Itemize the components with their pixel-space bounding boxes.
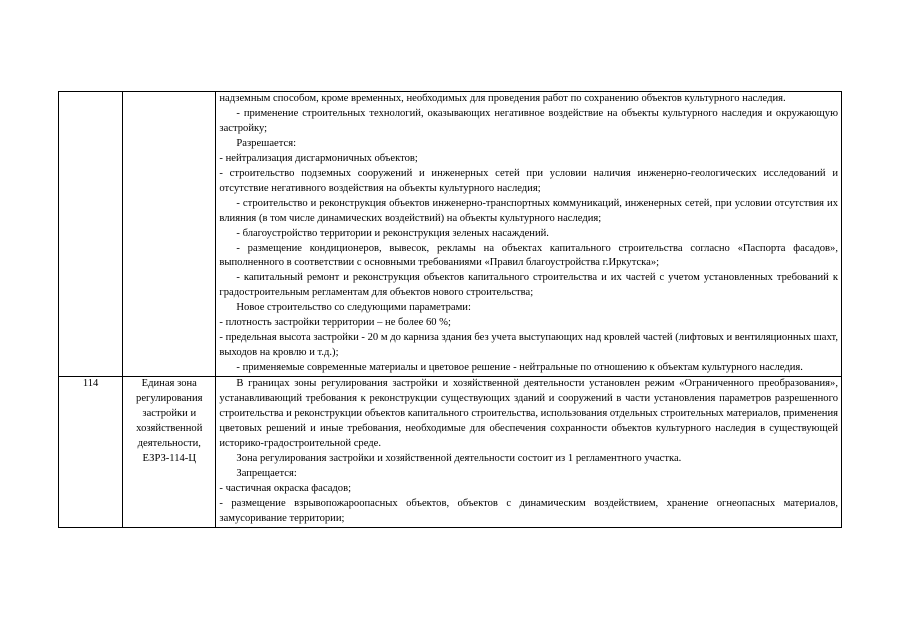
text-paragraph: - применение строительных технологий, оказывающих негативное воздействие на объекты культурного наследия и окружающую застройку;: [219, 107, 838, 134]
text-paragraph: Новое строительство со следующими параметрами:: [236, 302, 471, 314]
regulation-text-cell: [216, 377, 842, 528]
row-number-cell: [59, 92, 123, 377]
text-paragraph: Разрешается:: [236, 137, 297, 149]
table-row: [59, 377, 842, 528]
text-paragraph: - капитальный ремонт и реконструкция объектов капитального строительства и их частей с учетом установленных требований к градостроительным регламентам для объектов нового строительства;: [219, 272, 838, 299]
text-paragraph: В границах зоны регулирования застройки и хозяйственной деятельности установлен режим «Ограниченного преобразования», устанавливающий требования к реконструкции существующих зданий и сооружений в части установления параметров разрешенного строительства и реконструкции объектов капитального строительства, использования отдельных строительных материалов, применения цветовых решений и иные требования, необходимые для обеспечения сохранности объектов культурного наследия в существующей историко-градостроительной среде.: [219, 378, 838, 449]
text-paragraph: - предельная высота застройки - 20 м до карниза здания без учета выступающих над кровлей частей (лифтовых и вентиляционных шахт, выходов на кровлю и т.д.);: [219, 332, 838, 359]
text-paragraph: - благоустройство территории и реконструкция зеленых насаждений.: [236, 227, 549, 239]
text-paragraph: - плотность застройки территории – не более 60 %;: [219, 317, 451, 329]
text-paragraph: - нейтрализация дисгармоничных объектов;: [219, 152, 418, 164]
row-number-cell: 114: [59, 377, 123, 528]
zone-name-cell: [123, 92, 216, 377]
text-paragraph: Зона регулирования застройки и хозяйственной деятельности состоит из 1 регламентного участка.: [236, 452, 682, 464]
regulation-text-cell: [216, 92, 842, 377]
text-paragraph: - размещение взрывопожароопасных объектов, объектов с динамическим воздействием, хранение огнеопасных материалов, замусоривание территории;: [219, 497, 838, 524]
text-paragraph: - размещение кондиционеров, вывесок, рекламы на объектах капитального строительства согласно «Паспорта фасадов», выполненного в соответствии с основными требованиями «Правил благоустройства г.Иркутска»;: [219, 242, 838, 269]
table-row: [59, 92, 842, 377]
text-paragraph: - строительство и реконструкция объектов инженерно-транспортных коммуникаций, инженерных сетей, при условии отсутствия их влияния (в том числе динамических воздействий) на объекты культурного наследия;: [219, 197, 838, 224]
regulation-table: [58, 91, 842, 528]
text-paragraph: надземным способом, кроме временных, необходимых для проведения работ по сохранению объектов культурного наследия.: [219, 93, 786, 104]
text-paragraph: - частичная окраска фасадов;: [219, 482, 352, 494]
text-paragraph: Запрещается:: [236, 467, 297, 479]
text-paragraph: - строительство подземных сооружений и инженерных сетей при условии наличия инженерно-геологических исследований и отсутствие негативного воздействия на объекты культурного наследия;: [219, 167, 838, 194]
text-paragraph: - применяемые современные материалы и цветовое решение - нейтральные по отношению к объектам культурного наследия.: [236, 362, 803, 374]
zone-name-cell: Единая зона регулирования застройки и хозяйственной деятельности, ЕЗРЗ-114-Ц: [123, 377, 216, 528]
